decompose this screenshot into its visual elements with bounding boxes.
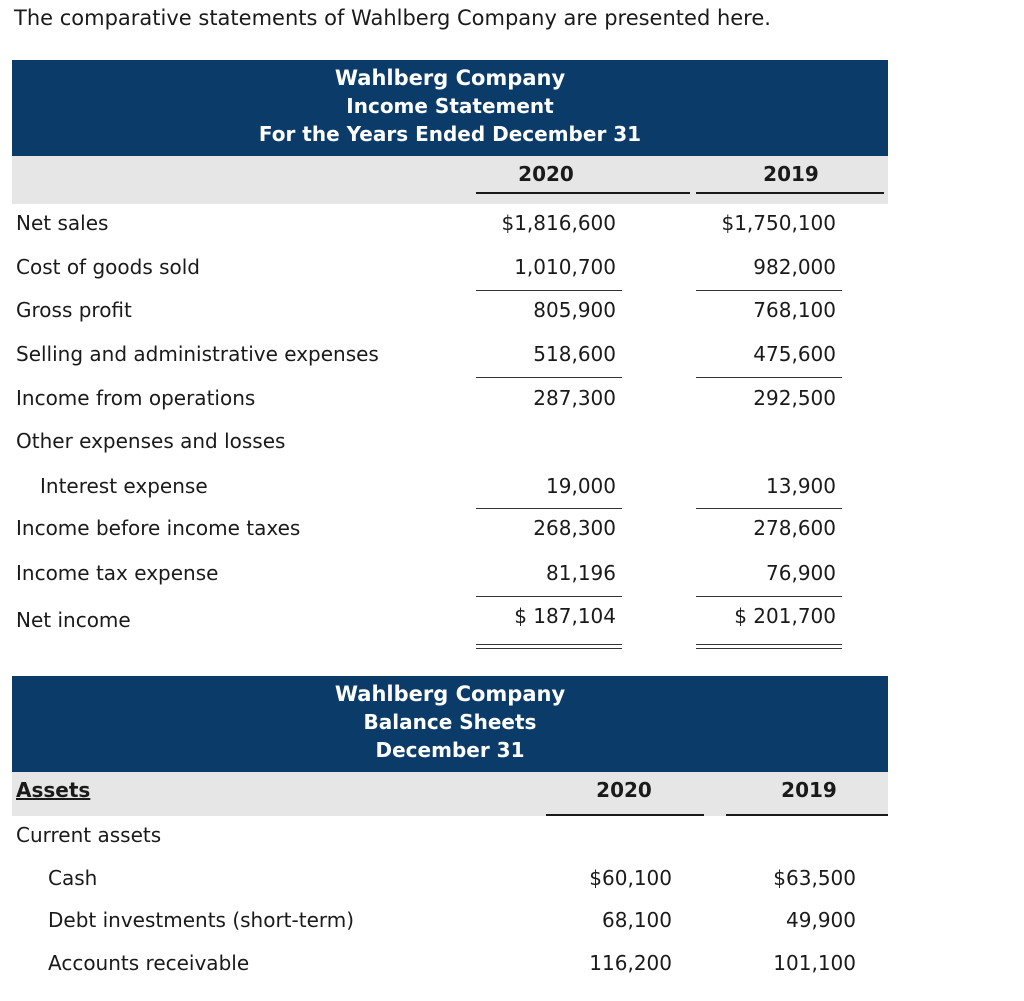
subtotal-rule	[696, 377, 842, 378]
value-2019-income-tax: 76,900	[766, 561, 836, 585]
income-statement-header	[12, 60, 888, 156]
statement-period: For the Years Ended December 31	[258, 122, 642, 146]
row-label-cogs: Cost of goods sold	[16, 255, 201, 279]
company-name: Wahlberg Company	[334, 682, 566, 706]
subtotal-rule	[476, 596, 622, 597]
value-2020-gross-profit: 805,900	[533, 298, 616, 322]
column-rule-2020	[476, 192, 690, 194]
company-name: Wahlberg Company	[334, 66, 566, 90]
total-double-rule	[696, 644, 842, 649]
value-2019-debt-investments: 49,900	[786, 908, 856, 932]
row-label-debt-investments: Debt investments (short-term)	[48, 908, 355, 932]
statement-period: December 31	[375, 738, 525, 762]
value-2020-income-operations: 287,300	[533, 386, 616, 410]
statement-title: Income Statement	[346, 94, 554, 118]
column-header-2019: 2019	[763, 162, 819, 186]
subtotal-rule	[476, 377, 622, 378]
row-label-cash: Cash	[48, 866, 98, 890]
value-2019-accounts-receivable: 101,100	[773, 951, 856, 975]
subtotal-rule	[476, 508, 622, 509]
value-2020-income-before-taxes: 268,300	[533, 516, 616, 540]
row-label-other-expenses: Other expenses and losses	[16, 429, 286, 453]
value-2020-net-sales: $1,816,600	[501, 211, 616, 235]
row-label-income-tax: Income tax expense	[16, 561, 219, 585]
subtotal-rule	[696, 596, 842, 597]
value-2020-accounts-receivable: 116,200	[589, 951, 672, 975]
column-rule-2019	[726, 814, 888, 816]
value-2019-cogs: 982,000	[753, 255, 836, 279]
row-label-income-before-taxes: Income before income taxes	[16, 516, 301, 540]
value-2020-selling-admin: 518,600	[533, 342, 616, 366]
column-header-2020: 2020	[518, 162, 574, 186]
value-2019-net-sales: $1,750,100	[721, 211, 836, 235]
value-2020-interest-expense: 19,000	[546, 474, 616, 498]
total-double-rule	[476, 644, 622, 649]
column-rule-2020	[546, 814, 704, 816]
value-2019-income-operations: 292,500	[753, 386, 836, 410]
row-label-gross-profit: Gross profit	[16, 298, 132, 322]
value-2020-cogs: 1,010,700	[514, 255, 616, 279]
balance-sheet-header	[12, 676, 888, 772]
subtotal-rule	[476, 290, 622, 291]
row-label-income-operations: Income from operations	[16, 386, 256, 410]
row-label-net-income: Net income	[16, 608, 131, 632]
value-2020-net-income: $ 187,104	[514, 604, 616, 628]
subtotal-rule	[696, 290, 842, 291]
row-label-accounts-receivable: Accounts receivable	[48, 951, 250, 975]
intro-text: The comparative statements of Wahlberg Company are presented here.	[14, 6, 771, 30]
row-label-selling-admin: Selling and administrative expenses	[16, 342, 379, 366]
row-label-current-assets: Current assets	[16, 823, 162, 847]
value-2019-net-income: $ 201,700	[734, 604, 836, 628]
row-label-net-sales: Net sales	[16, 211, 109, 235]
value-2020-income-tax: 81,196	[546, 561, 616, 585]
value-2020-cash: $60,100	[589, 866, 672, 890]
assets-heading: Assets	[16, 778, 91, 802]
column-rule-2019	[696, 192, 884, 194]
value-2019-gross-profit: 768,100	[753, 298, 836, 322]
column-header-2019: 2019	[781, 778, 837, 802]
row-label-interest-expense: Interest expense	[40, 474, 208, 498]
value-2019-selling-admin: 475,600	[753, 342, 836, 366]
value-2019-income-before-taxes: 278,600	[753, 516, 836, 540]
statement-title: Balance Sheets	[363, 710, 537, 734]
value-2020-debt-investments: 68,100	[602, 908, 672, 932]
column-header-2020: 2020	[596, 778, 652, 802]
value-2019-interest-expense: 13,900	[766, 474, 836, 498]
value-2019-cash: $63,500	[773, 866, 856, 890]
subtotal-rule	[696, 508, 842, 509]
